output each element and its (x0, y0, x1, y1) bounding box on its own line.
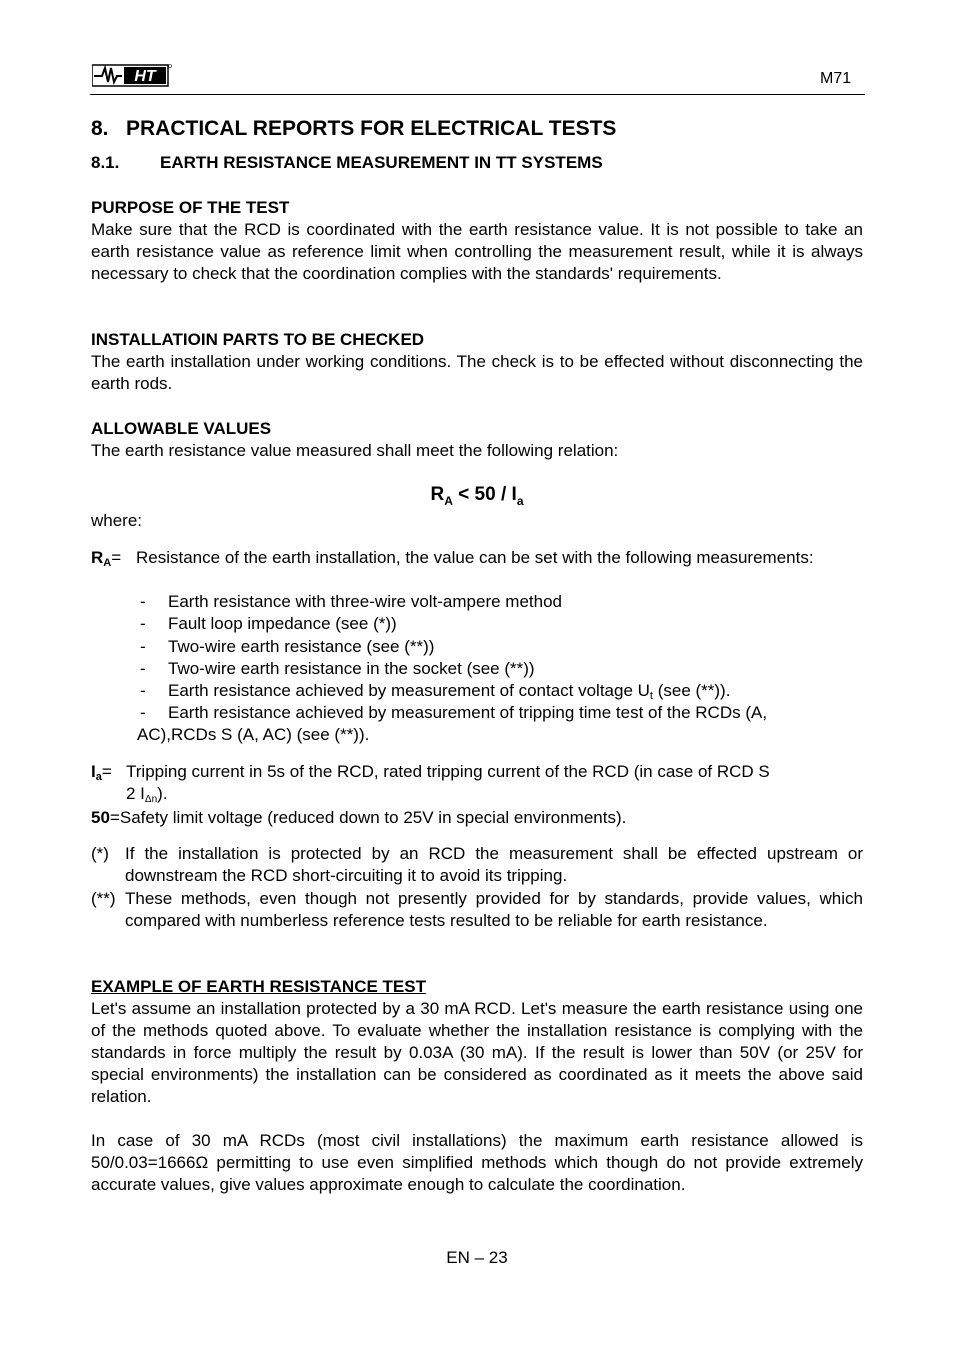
note-single-star (91, 843, 863, 887)
ia-text-line2: 2 $I_{\Delta n}$). (126, 784, 168, 805)
ra-text: Resistance of the earth installation, the value can be set with the following measurements: (136, 548, 814, 567)
page-number: EN – 23 (446, 1248, 508, 1267)
example-section (91, 976, 863, 1196)
chapter-title: PRACTICAL REPORTS FOR ELECTRICAL TESTS (126, 117, 617, 140)
formula-op: < 50 / I (452, 484, 517, 505)
parts-section (91, 329, 863, 395)
chapter-number: 8. (91, 117, 109, 140)
allowable-section (91, 418, 863, 462)
ia-definition (91, 761, 863, 805)
ia-text: Tripping current in 5s of the RCD, rated tripping current of the RCD (in case of RCD S (126, 762, 770, 781)
formula-lhs: R (430, 484, 445, 505)
chapter-heading (91, 117, 616, 141)
parts-text: The earth installation under working conditions. The check is to be effected without disconnecting the earth rods. (91, 352, 863, 393)
note-mark: (**) (91, 889, 116, 908)
example-paragraph-1: Let's assume an installation protected by a 30 mA RCD. Let's measure the earth resistance using one of the methods quoted above. To evaluate whether the installation resistance is complying with the standards in force multiply the result by 0.03A (30 mA). If the result is lower than 50V (or 25V for special environments) the installation can be considered as coordinated as it meets the above said relation. (91, 999, 863, 1106)
section-title: EARTH RESISTANCE MEASUREMENT IN TT SYSTEMS (160, 153, 603, 172)
brand-text: HT (134, 68, 156, 85)
where-label: where: (91, 511, 143, 530)
note-double-star (91, 888, 863, 954)
parts-title: INSTALLATIOIN PARTS TO BE CHECKED (91, 330, 425, 349)
ra-key: $R_A=$ (91, 548, 122, 569)
header-rule (90, 94, 865, 95)
note-text: If the installation is protected by an RCD the measurement shall be effected upstream or downstream the RCD short-circuiting it to avoid its tripping. (125, 844, 863, 885)
fifty-text: =Safety limit voltage (reduced down to 25V in special environments). (109, 808, 627, 827)
ht-logo (92, 62, 172, 88)
ra-definition (91, 547, 863, 591)
model-number: M71 (820, 70, 852, 87)
formula (0, 484, 954, 508)
note-text: These methods, even though not presently provided for by standards, provide values, which compared with numberless reference tests resulted to be reliable for earth resistance. (125, 889, 863, 930)
note-mark: (*) (91, 844, 109, 863)
example-paragraph-2: In case of 30 mA RCDs (most civil installations) the maximum earth resistance allowed is 50/0.03=1666Ω permitting to use even simplified methods which though do not provide extremely accurate values, give values approximate enough to calculate the coordination. (91, 1131, 863, 1194)
list-item: - Earth resistance achieved by measurement of tripping time test of the RCDs (A, AC),RCDs S (A, AC) (see (**)). (137, 703, 768, 744)
allowable-title: ALLOWABLE VALUES (91, 419, 272, 438)
section-number: 8.1. (91, 153, 120, 172)
fifty-definition (91, 807, 863, 829)
formula-rhs-sub: a (516, 493, 524, 508)
purpose-title: PURPOSE OF THE TEST (91, 198, 290, 217)
ia-key: $I_a=$ (91, 762, 112, 783)
section-heading (91, 153, 603, 173)
formula-lhs-sub: A (444, 493, 453, 508)
allowable-text: The earth resistance value measured shall meet the following relation: (91, 441, 619, 460)
fifty-key: 50 (91, 808, 110, 827)
purpose-section (91, 197, 863, 285)
example-title: EXAMPLE OF EARTH RESISTANCE TEST (91, 977, 426, 996)
purpose-text: Make sure that the RCD is coordinated with the earth resistance value. It is not possible to take an earth resistance value as reference limit when controlling the measurement result, while it is always necessary to check that the coordination complies with the standards' requirements. (91, 220, 863, 283)
